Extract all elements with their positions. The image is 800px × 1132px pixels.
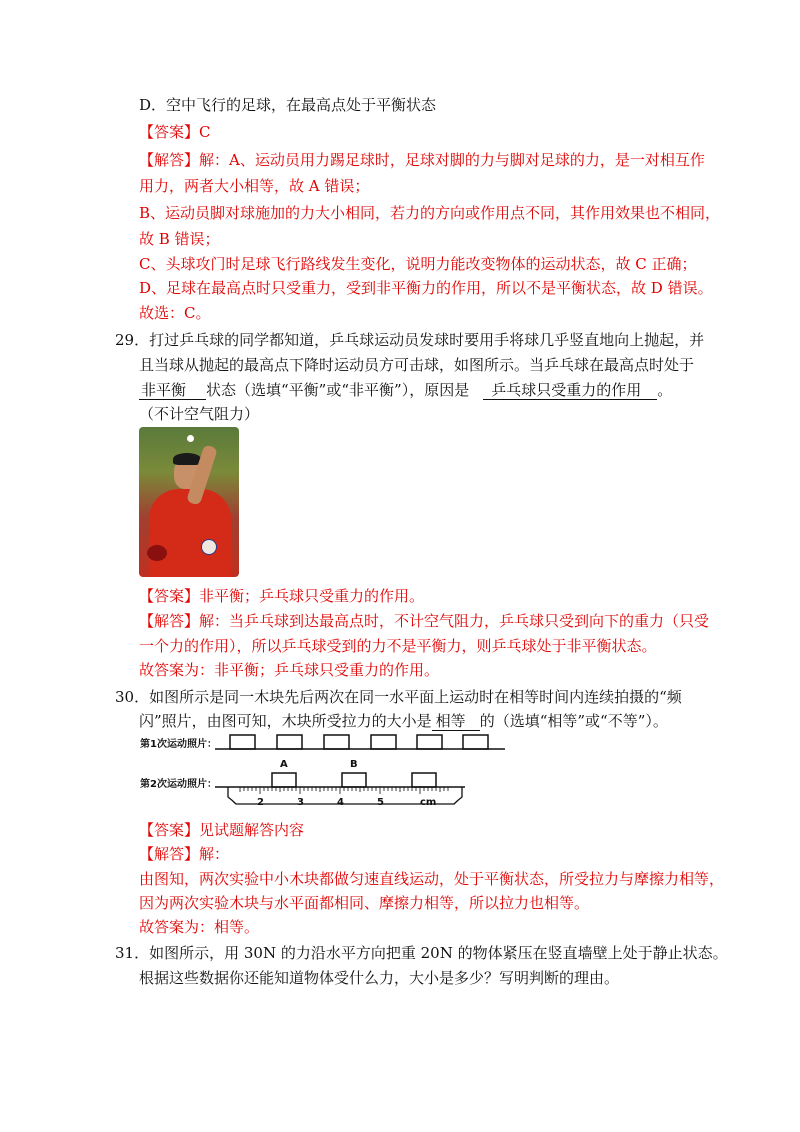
q28-option-d: D．空中飞行的足球，在最高点处于平衡状态 [139,96,437,114]
run1-block [230,735,255,749]
stem-text: 如图所示是同一木块先后两次在同一水平面上运动时在相等时间内连续拍摄的“频 [149,688,682,706]
ruler-tick-label: 5 [377,797,384,808]
analysis-tag: 【解答】 [139,612,200,630]
answer-value: C [199,123,211,141]
q30-analysis-line3: 故答案为：相等。 [139,918,260,936]
q28-analysis-line5: C、头球攻门时足球飞行路线发生变化，说明力能改变物体的运动状态，故 C 正确； [139,255,697,273]
run2-block-a [272,773,296,787]
run2-block [412,773,436,787]
ruler-tick-label: 2 [257,797,264,808]
ruler-tick-label: 3 [297,797,304,808]
block-label-a: A [280,759,288,770]
answer-blank-2: 乒乓球只受重力的作用 [483,381,657,400]
question-number: 31． [115,944,150,962]
q30-analysis-line1: 由图知，两次实验中小木块都做匀速直线运动，处于平衡状态，所受拉力与摩擦力相等， [139,870,725,888]
answer-value: 非平衡；乒乓球只受重力的作用。 [199,587,425,605]
q31-stem-line2: 根据这些数据你还能知道物体受什么力，大小是多少？写明判断的理由。 [139,969,620,987]
q29-analysis-line3: 故答案为：非平衡；乒乓球只受重力的作用。 [139,661,440,679]
block-label-b: B [350,759,358,770]
run1-block [417,735,442,749]
stem-text: 。 [657,381,673,399]
answer-value: 见试题解答内容 [199,821,305,839]
q28-analysis-line7: 故选：C。 [139,304,211,322]
run1-block [277,735,302,749]
answer-tag: 【答案】 [139,587,200,605]
analysis-tag: 【解答】 [139,151,200,169]
q30-answer [139,820,304,840]
q28-analysis-line6: D、足球在最高点时只受重力，受到非平衡力的作用，所以不是平衡状态，故 D 错误。 [139,279,713,297]
q28-analysis-line4: 故 B 错误； [139,230,220,248]
run1-block [324,735,349,749]
q29-stem-line2: 且当球从抛起的最高点下降时运动员方可击球，如图所示。当乒乓球在最高点时处于 [139,356,695,374]
stem-text: 状态（选填“平衡”或“非平衡”），原因是 [206,381,470,399]
ruler-tick-label: 4 [337,797,344,808]
run1-block [463,735,488,749]
question-number: 29． [115,331,150,349]
q28-analysis-line3: B、运动员脚对球施加的力大小相同，若力的方向或作用点不同，其作用效果也不相同， [139,204,721,222]
answer-blank: 相等 [432,712,480,731]
stem-text: 闪”照片，由图可知，木块所受拉力的大小是 [139,712,432,730]
figure-label-run1: 第1次运动照片： [140,739,217,750]
q28-analysis-line2: 用力，两者大小相等，故 A 错误； [139,177,370,195]
analysis-text: 解：当乒乓球到达最高点时，不计空气阻力，乒乓球只受到向下的重力（只受 [199,612,710,630]
run2-block-b [342,773,366,787]
analysis-tag: 【解答】 [139,845,200,863]
q29-stem-line4: （不计空气阻力） [139,405,260,423]
answer-tag: 【答案】 [139,123,200,141]
analysis-text: 解：A、运动员用力踢足球时，足球对脚的力与脚对足球的力，是一对相互作 [199,151,705,169]
ruler-ticks [240,787,448,794]
q29-analysis-line2: 一个力的作用），所以乒乓球受到的力不是平衡力，则乒乓球处于非平衡状态。 [139,637,657,655]
analysis-text: 解： [199,845,230,863]
question-number: 30． [115,688,150,706]
answer-blank-1: 非平衡 [139,381,206,400]
q31-stem-line1 [115,943,728,963]
run1-block [371,735,396,749]
ruler-unit-label: cm [420,797,437,808]
figure-label-run2: 第2次运动照片： [140,779,217,790]
q30-analysis-line2: 因为两次实验木块与水平面都相同、摩擦力相等，所以拉力也相等。 [139,894,590,912]
answer-tag: 【答案】 [139,821,200,839]
q30-analysis-head [139,844,229,864]
stem-text: 打过乒乓球的同学都知道，乒乓球运动员发球时要用手将球几乎竖直地向上抛起，并 [149,331,705,349]
stem-text: 的（选填“相等”或“不等”）。 [479,712,668,730]
stem-text: 如图所示，用 30N 的力沿水平方向把重 20N 的物体紧压在竖直墙壁上处于静止状态。 [149,944,728,962]
